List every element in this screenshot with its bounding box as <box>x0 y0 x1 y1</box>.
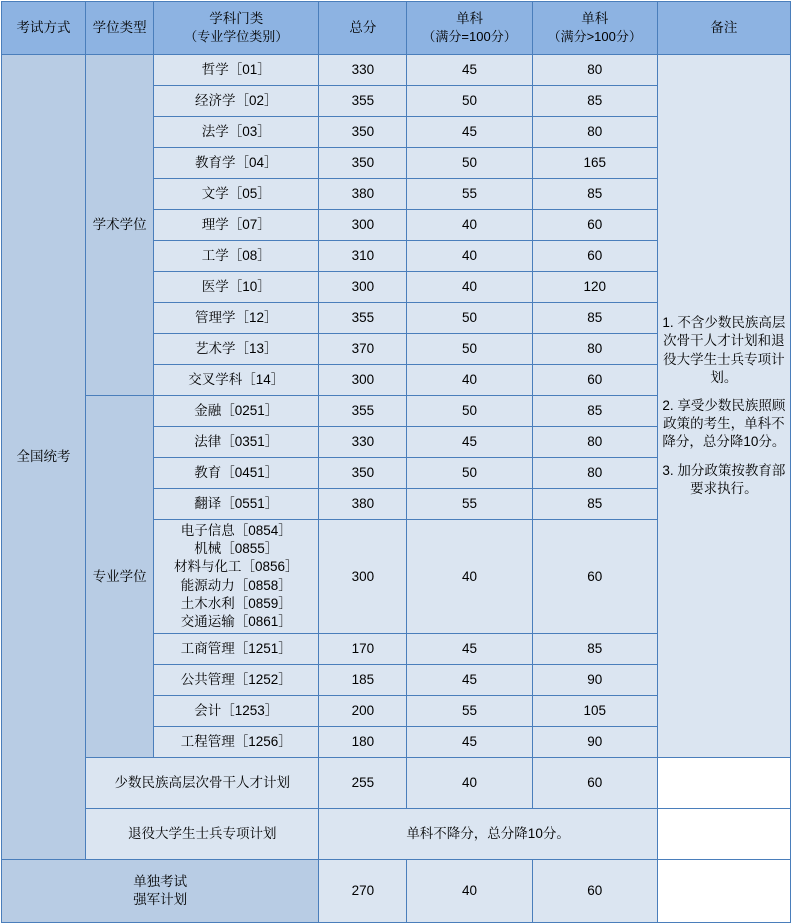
total-score: 355 <box>319 396 407 427</box>
single-score-100: 45 <box>407 727 532 758</box>
discipline-name: 教育［0451］ <box>154 458 319 489</box>
single-score-100: 40 <box>407 210 532 241</box>
single-score-over-100: 80 <box>532 427 657 458</box>
remarks-cell <box>657 55 790 758</box>
total-score: 300 <box>319 520 407 634</box>
header-discipline <box>154 2 319 55</box>
single-score-100: 40 <box>407 241 532 272</box>
discipline-name: 翻译［0551］ <box>154 489 319 520</box>
single-score-100: 45 <box>407 665 532 696</box>
total-score: 170 <box>319 634 407 665</box>
single-score-100: 45 <box>407 634 532 665</box>
remarks-empty <box>657 860 790 923</box>
total-score: 355 <box>319 86 407 117</box>
exam-type-separate-line2: 强军计划 <box>133 892 188 908</box>
total-score: 300 <box>319 365 407 396</box>
total-score: 355 <box>319 303 407 334</box>
total-score: 180 <box>319 727 407 758</box>
discipline-name: 管理学［12］ <box>154 303 319 334</box>
header-single-100-label: 单科 <box>456 11 484 27</box>
total-score: 380 <box>319 179 407 210</box>
discipline-name: 工学［08］ <box>154 241 319 272</box>
discipline-name: 医学［10］ <box>154 272 319 303</box>
discipline-name: 土木水利［0859］ <box>180 595 292 611</box>
exam-type-national: 全国统考 <box>2 55 86 860</box>
single-score-over-100: 60 <box>532 758 657 809</box>
total-score: 300 <box>319 210 407 241</box>
single-score-100: 40 <box>407 520 532 634</box>
header-total-score-label: 总分 <box>349 19 377 35</box>
total-score: 370 <box>319 334 407 365</box>
total-score: 350 <box>319 458 407 489</box>
discipline-name: 教育学［04］ <box>154 148 319 179</box>
table-row <box>2 55 791 86</box>
single-score-over-100: 90 <box>532 665 657 696</box>
remark-item: 3. 加分政策按教育部要求执行。 <box>662 462 786 496</box>
single-score-100: 40 <box>407 758 532 809</box>
total-score: 330 <box>319 427 407 458</box>
discipline-name: 艺术学［13］ <box>154 334 319 365</box>
score-line-table <box>1 1 791 923</box>
discipline-name: 能源动力［0858］ <box>180 577 292 593</box>
header-single-100 <box>407 2 532 55</box>
single-score-over-100: 80 <box>532 117 657 148</box>
single-score-100: 55 <box>407 489 532 520</box>
single-score-over-100: 85 <box>532 86 657 117</box>
total-score: 330 <box>319 55 407 86</box>
header-single-over-100-sub: （满分>100分） <box>547 29 642 45</box>
header-single-over-100 <box>532 2 657 55</box>
discipline-name: 哲学［01］ <box>154 55 319 86</box>
single-score-100: 45 <box>407 55 532 86</box>
degree-type-academic: 学术学位 <box>86 55 154 396</box>
total-score: 185 <box>319 665 407 696</box>
single-score-over-100: 80 <box>532 458 657 489</box>
discipline-name: 金融［0251］ <box>154 396 319 427</box>
discipline-name: 工程管理［1256］ <box>154 727 319 758</box>
discipline-name-group <box>154 520 319 634</box>
remark-item: 1. 不含少数民族高层次骨干人才计划和退役大学生士兵专项计划。 <box>662 315 786 385</box>
header-degree-type <box>86 2 154 55</box>
single-score-over-100: 85 <box>532 634 657 665</box>
single-score-over-100: 165 <box>532 148 657 179</box>
header-single-100-sub: （满分=100分） <box>422 29 517 45</box>
single-score-over-100: 60 <box>532 210 657 241</box>
veteran-plan-note: 单科不降分，总分降10分。 <box>319 809 657 860</box>
header-single-over-100-label: 单科 <box>581 11 609 27</box>
single-score-100: 40 <box>407 272 532 303</box>
header-degree-type-label: 学位类型 <box>92 19 147 35</box>
total-score: 255 <box>319 758 407 809</box>
header-exam-type <box>2 2 86 55</box>
discipline-name: 机械［0855］ <box>194 541 279 557</box>
single-score-100: 50 <box>407 458 532 489</box>
remark-item: 2. 享受少数民族照顾政策的考生，单科不降分，总分降10分。 <box>662 398 786 450</box>
discipline-name: 经济学［02］ <box>154 86 319 117</box>
single-score-over-100: 60 <box>532 520 657 634</box>
remarks-empty <box>657 809 790 860</box>
single-score-over-100: 60 <box>532 860 657 923</box>
single-score-100: 55 <box>407 696 532 727</box>
header-remarks-label: 备注 <box>710 19 738 35</box>
single-score-100: 55 <box>407 179 532 210</box>
single-score-100: 40 <box>407 365 532 396</box>
discipline-name: 文学［05］ <box>154 179 319 210</box>
single-score-100: 40 <box>407 860 532 923</box>
discipline-name: 交通运输［0861］ <box>180 614 292 630</box>
single-score-100: 50 <box>407 86 532 117</box>
total-score: 310 <box>319 241 407 272</box>
header-total-score <box>319 2 407 55</box>
table-row <box>2 758 791 809</box>
single-score-100: 45 <box>407 427 532 458</box>
single-score-over-100: 90 <box>532 727 657 758</box>
total-score: 350 <box>319 148 407 179</box>
discipline-name: 会计［1253］ <box>154 696 319 727</box>
degree-type-professional: 专业学位 <box>86 396 154 758</box>
discipline-name: 材料与化工［0856］ <box>174 559 299 575</box>
single-score-100: 50 <box>407 396 532 427</box>
discipline-name: 电子信息［0854］ <box>180 523 292 538</box>
single-score-100: 45 <box>407 117 532 148</box>
total-score: 380 <box>319 489 407 520</box>
exam-type-separate <box>2 860 319 923</box>
total-score: 270 <box>319 860 407 923</box>
single-score-over-100: 105 <box>532 696 657 727</box>
discipline-name: 法学［03］ <box>154 117 319 148</box>
header-exam-type-label: 考试方式 <box>16 19 71 35</box>
table-body <box>2 55 791 923</box>
single-score-100: 50 <box>407 148 532 179</box>
header-discipline-label: 学科门类 <box>209 11 264 27</box>
single-score-100: 50 <box>407 303 532 334</box>
single-score-over-100: 85 <box>532 489 657 520</box>
discipline-name: 法律［0351］ <box>154 427 319 458</box>
special-plan-label: 少数民族高层次骨干人才计划 <box>86 758 319 809</box>
table-header-row <box>2 2 791 55</box>
remarks-empty <box>657 758 790 809</box>
discipline-name: 工商管理［1251］ <box>154 634 319 665</box>
single-score-over-100: 85 <box>532 179 657 210</box>
veteran-plan-label: 退役大学生士兵专项计划 <box>86 809 319 860</box>
single-score-over-100: 120 <box>532 272 657 303</box>
single-score-over-100: 80 <box>532 334 657 365</box>
single-score-over-100: 60 <box>532 365 657 396</box>
single-score-over-100: 85 <box>532 396 657 427</box>
total-score: 350 <box>319 117 407 148</box>
total-score: 200 <box>319 696 407 727</box>
single-score-over-100: 60 <box>532 241 657 272</box>
discipline-name: 理学［07］ <box>154 210 319 241</box>
table-row <box>2 860 791 923</box>
single-score-over-100: 85 <box>532 303 657 334</box>
discipline-name: 交叉学科［14］ <box>154 365 319 396</box>
table-row <box>2 809 791 860</box>
single-score-over-100: 80 <box>532 55 657 86</box>
discipline-name: 公共管理［1252］ <box>154 665 319 696</box>
header-remarks <box>657 2 790 55</box>
single-score-100: 50 <box>407 334 532 365</box>
header-discipline-sub: （专业学位类别） <box>184 29 289 45</box>
exam-type-separate-line1: 单独考试 <box>133 874 188 890</box>
total-score: 300 <box>319 272 407 303</box>
